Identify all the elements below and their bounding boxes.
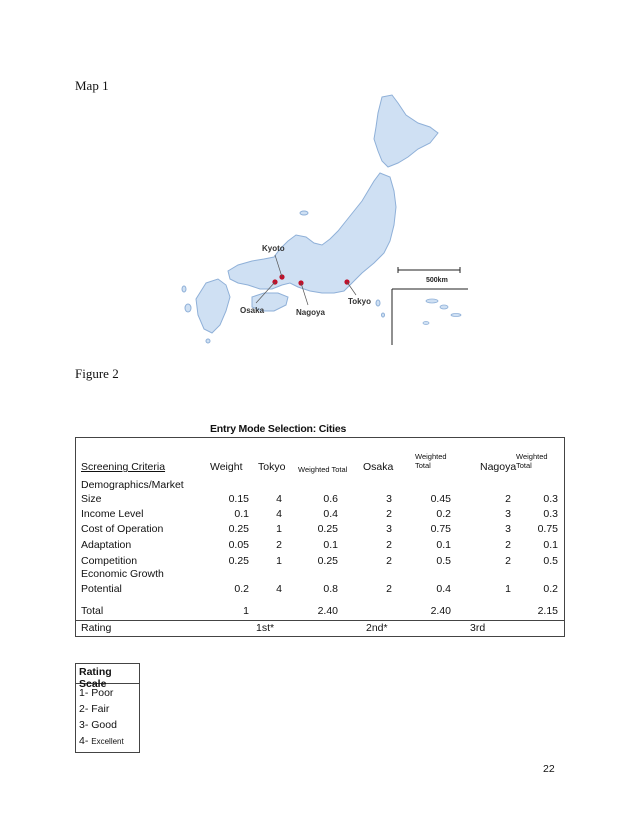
- row-criteria: Demographics/Market: [81, 479, 184, 491]
- row-criteria: Economic Growth: [81, 568, 164, 580]
- row-nagoya: 3: [505, 508, 511, 520]
- row-tokyo: 4: [276, 508, 282, 520]
- row-tokyo: 4: [276, 493, 282, 505]
- row-tokyo-wt: 0.8: [323, 583, 338, 595]
- rating-scale-box: [75, 663, 140, 753]
- row-nagoya: 2: [505, 493, 511, 505]
- row-nagoya-wt: 0.3: [543, 508, 558, 520]
- row-tokyo-wt: 0.6: [323, 493, 338, 505]
- scale-bar: [398, 267, 460, 273]
- table-title: Entry Mode Selection: Cities: [210, 423, 347, 435]
- total-nagoya-wt: 2.15: [537, 605, 558, 617]
- row-criteria: Income Level: [81, 508, 144, 520]
- map-label: Map 1: [75, 78, 109, 93]
- rating-osaka: 2nd*: [366, 622, 388, 634]
- rating-scale-item: 1- Poor: [79, 687, 114, 699]
- row-osaka-wt: 0.2: [436, 508, 451, 520]
- row-tokyo: 1: [276, 555, 282, 567]
- row-osaka: 2: [386, 583, 392, 595]
- header-osaka: Osaka: [363, 461, 394, 473]
- inset-islands: [423, 299, 461, 325]
- rating-scale-item-number: 4-: [79, 735, 89, 747]
- header-nagoya-weighted: Weighted: [516, 452, 548, 461]
- scale-label: 500km: [426, 277, 448, 284]
- row-criteria-cont: Size: [81, 493, 102, 505]
- rating-scale-item: 2- Fair: [79, 703, 110, 715]
- row-osaka-wt: 0.75: [430, 523, 451, 535]
- row-weight: 0.25: [228, 555, 249, 567]
- rating-scale-item: [76, 734, 139, 752]
- total-tokyo-wt: 2.40: [317, 605, 338, 617]
- row-tokyo: 1: [276, 523, 282, 535]
- row-tokyo-wt: 0.4: [323, 508, 338, 520]
- rating-label: Rating: [81, 622, 112, 634]
- rating-scale-item-text: Excellent: [91, 737, 124, 746]
- row-osaka: 2: [386, 539, 392, 551]
- row-criteria-cont: Potential: [81, 583, 122, 595]
- header-criteria: Screening Criteria: [81, 461, 166, 473]
- row-osaka-wt: 0.5: [436, 555, 451, 567]
- japan-landmass: [182, 95, 438, 343]
- row-criteria: Adaptation: [81, 539, 132, 551]
- row-nagoya-wt: 0.75: [537, 523, 558, 535]
- row-nagoya: 3: [505, 523, 511, 535]
- city-label-tokyo: Tokyo: [348, 297, 371, 306]
- total-osaka-wt: 2.40: [430, 605, 451, 617]
- figure-label: Figure 2: [75, 366, 119, 381]
- row-weight: 0.25: [228, 523, 249, 535]
- row-tokyo-wt: 0.1: [323, 539, 338, 551]
- row-osaka: 2: [386, 508, 392, 520]
- japan-map: [168, 93, 468, 345]
- row-osaka: 3: [386, 523, 392, 535]
- row-osaka: 2: [386, 555, 392, 567]
- row-criteria: Cost of Operation: [81, 523, 164, 535]
- header-osaka-weighted: Weighted: [415, 452, 447, 461]
- header-weight: Weight: [210, 461, 243, 473]
- row-nagoya-wt: 0.1: [543, 539, 558, 551]
- row-tokyo-wt: 0.25: [317, 555, 338, 567]
- page-number: 22: [543, 763, 555, 775]
- total-label: Total: [81, 605, 104, 617]
- header-nagoya-total: Total: [516, 461, 532, 470]
- total-weight: 1: [243, 605, 249, 617]
- row-nagoya: 2: [505, 539, 511, 551]
- row-tokyo-wt: 0.25: [317, 523, 338, 535]
- rating-scale-title: Rating Scale: [76, 664, 139, 684]
- header-tokyo: Tokyo: [258, 461, 286, 473]
- row-weight: 0.15: [228, 493, 249, 505]
- row-nagoya: 1: [505, 583, 511, 595]
- row-tokyo: 4: [276, 583, 282, 595]
- row-weight: 0.1: [234, 508, 249, 520]
- rating-nagoya: 3rd: [470, 622, 486, 634]
- header-nagoya: Nagoya: [480, 461, 517, 473]
- city-label-osaka: Osaka: [240, 306, 265, 315]
- row-weight: 0.05: [228, 539, 249, 551]
- row-criteria: Competition: [81, 555, 138, 567]
- inset-frame: [392, 289, 468, 345]
- rating-tokyo: 1st*: [256, 622, 275, 634]
- row-tokyo: 2: [276, 539, 282, 551]
- city-label-kyoto: Kyoto: [262, 244, 285, 253]
- rating-row: [76, 620, 564, 638]
- header-osaka-total: Total: [415, 461, 431, 470]
- row-osaka-wt: 0.45: [430, 493, 451, 505]
- header-tokyo-weighted-total: Weighted Total: [298, 465, 348, 474]
- row-nagoya: 2: [505, 555, 511, 567]
- city-label-nagoya: Nagoya: [296, 308, 325, 317]
- row-weight: 0.2: [234, 583, 249, 595]
- row-osaka: 3: [386, 493, 392, 505]
- row-nagoya-wt: 0.3: [543, 493, 558, 505]
- row-osaka-wt: 0.4: [436, 583, 451, 595]
- row-nagoya-wt: 0.5: [543, 555, 558, 567]
- row-nagoya-wt: 0.2: [543, 583, 558, 595]
- entry-mode-table: [75, 437, 565, 637]
- row-osaka-wt: 0.1: [436, 539, 451, 551]
- rating-scale-item: 3- Good: [79, 719, 117, 731]
